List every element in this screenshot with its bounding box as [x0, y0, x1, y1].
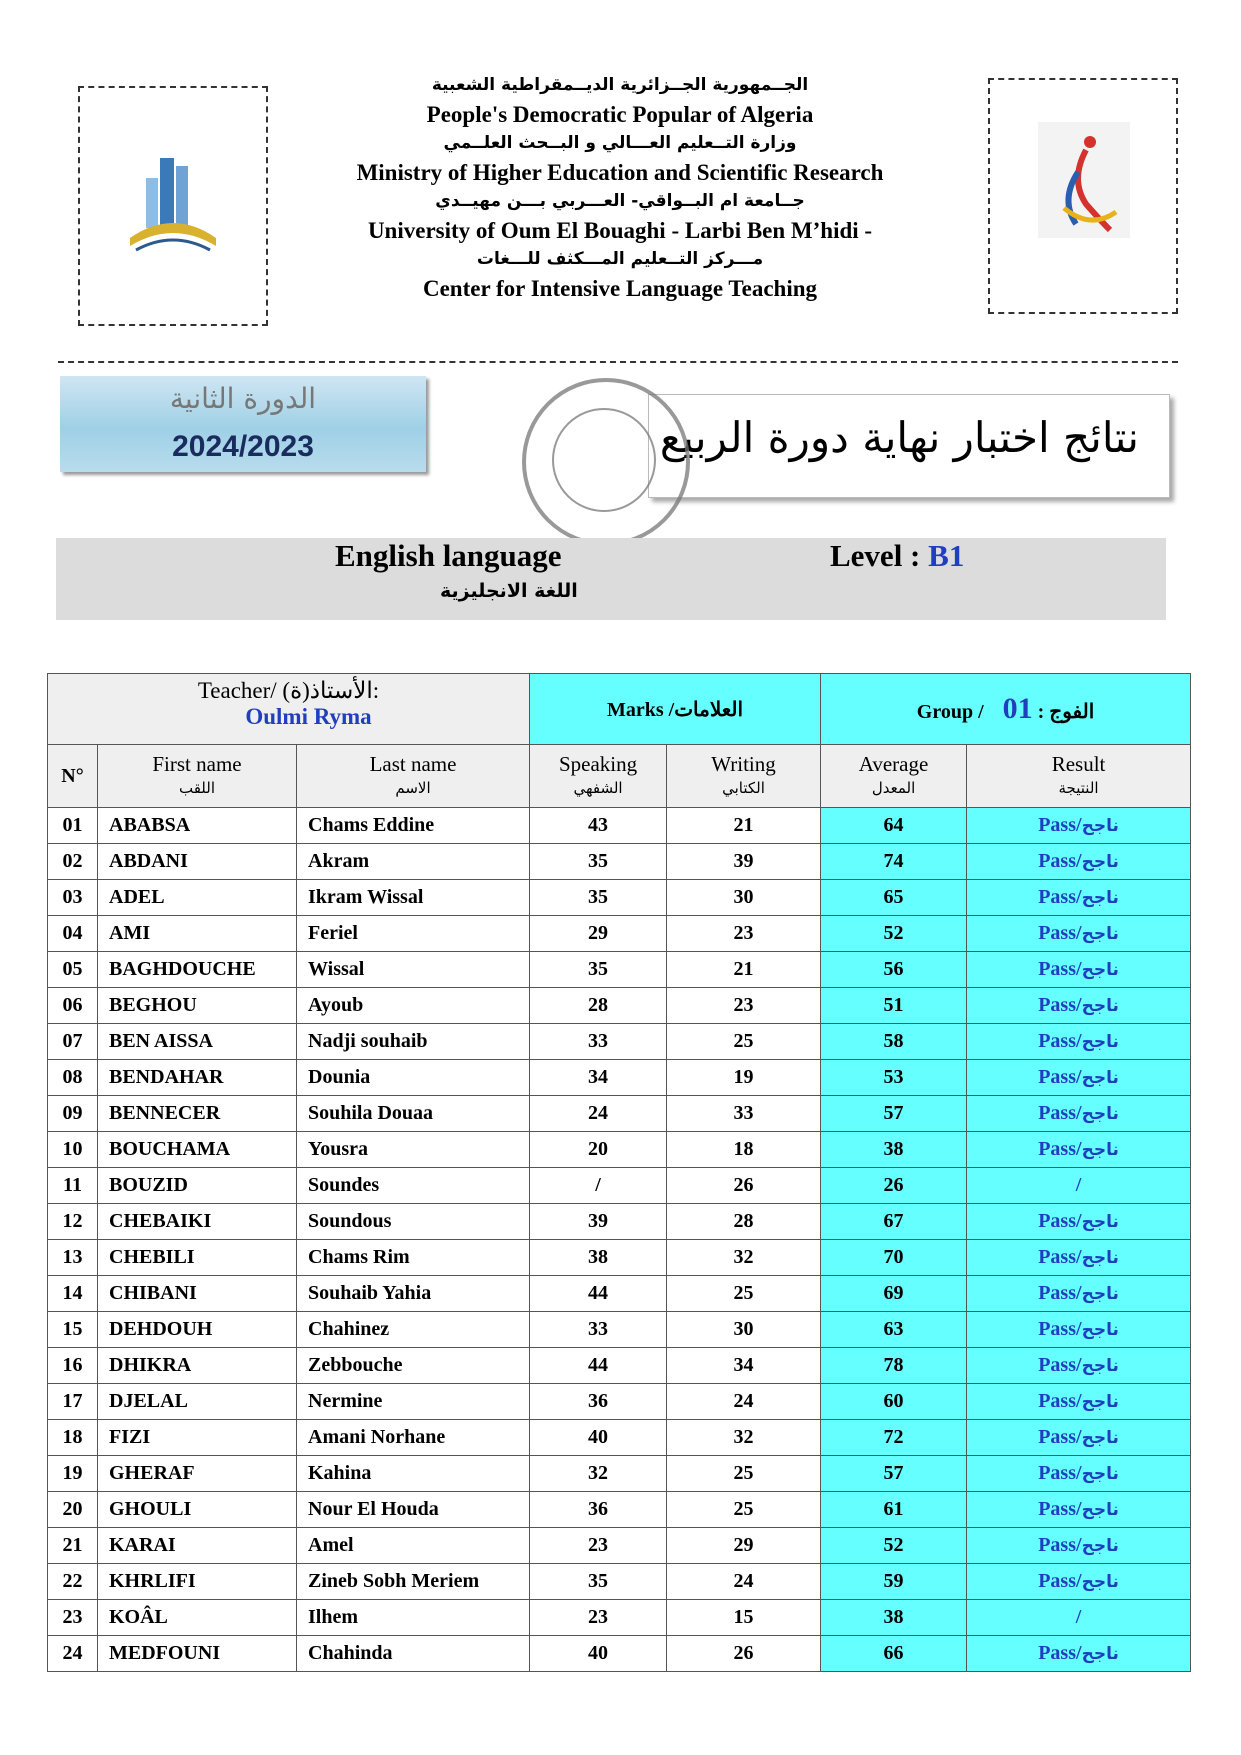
university-ar: جــامعة ام البــواقي- العـــربي بـــن مهيــدي [435, 191, 805, 211]
average-cell: 57 [821, 1096, 967, 1132]
writing-cell: 29 [667, 1528, 821, 1564]
first-name-cell: ABDANI [98, 844, 297, 880]
average-cell: 52 [821, 1528, 967, 1564]
last-name-cell: Akram [297, 844, 530, 880]
speaking-cell: 29 [530, 916, 667, 952]
center-en: Center for Intensive Language Teaching [422, 276, 817, 301]
writing-cell: 26 [667, 1168, 821, 1204]
last-name-cell: Ayoub [297, 988, 530, 1024]
result-en: Pass/ [1038, 850, 1082, 872]
col-writing [667, 745, 821, 808]
col-result-en: Result [1051, 752, 1106, 776]
writing-cell: 25 [667, 1456, 821, 1492]
result-ar: ناجح [1081, 1320, 1119, 1340]
result-en: Pass/ [1038, 1390, 1082, 1412]
row-number: 04 [48, 916, 98, 952]
table-row [48, 1600, 1191, 1636]
center-logo-frame [988, 78, 1178, 314]
col-speaking [530, 745, 667, 808]
result-en: Pass/ [1038, 886, 1082, 908]
result-cell [967, 1564, 1191, 1600]
speaking-cell: 23 [530, 1600, 667, 1636]
result-ar: ناجح [1081, 888, 1119, 908]
row-number: 21 [48, 1528, 98, 1564]
average-cell: 56 [821, 952, 967, 988]
row-number: 03 [48, 880, 98, 916]
results-banner [648, 394, 1170, 498]
language-ar: اللغة الانجليزية [440, 580, 578, 602]
speaking-cell: 23 [530, 1528, 667, 1564]
row-number: 12 [48, 1204, 98, 1240]
speaking-cell: 40 [530, 1420, 667, 1456]
first-name-cell: MEDFOUNI [98, 1636, 297, 1672]
result-ar: ناجح [1081, 1464, 1119, 1484]
result-en: Pass/ [1038, 814, 1082, 836]
first-name-cell: BEGHOU [98, 988, 297, 1024]
writing-cell: 19 [667, 1060, 821, 1096]
table-row [48, 1276, 1191, 1312]
first-name-cell: ABABSA [98, 808, 297, 844]
session-title: الدورة الثانية [169, 382, 317, 415]
result-cell [967, 1384, 1191, 1420]
result-cell [967, 1024, 1191, 1060]
first-name-cell: BENDAHAR [98, 1060, 297, 1096]
result-en: Pass/ [1038, 1138, 1082, 1160]
level-value: B1 [928, 538, 965, 573]
speaking-cell: 35 [530, 844, 667, 880]
result-cell [967, 880, 1191, 916]
first-name-cell: CHEBILI [98, 1240, 297, 1276]
col-writing-en: Writing [711, 752, 776, 776]
results-table [47, 673, 1191, 1672]
result-cell [967, 844, 1191, 880]
result-ar: ناجح [1081, 1536, 1119, 1556]
result-cell [967, 1204, 1191, 1240]
table-row [48, 808, 1191, 844]
row-number: 19 [48, 1456, 98, 1492]
table-row [48, 1168, 1191, 1204]
last-name-cell: Ilhem [297, 1600, 530, 1636]
result-ar: ناجح [1081, 960, 1119, 980]
table-row [48, 1132, 1191, 1168]
result-en: / [1075, 1174, 1082, 1196]
writing-cell: 28 [667, 1204, 821, 1240]
result-en: Pass/ [1038, 1318, 1082, 1340]
average-cell: 69 [821, 1276, 967, 1312]
result-ar: ناجح [1081, 996, 1119, 1016]
table-row [48, 916, 1191, 952]
result-ar: ناجح [1081, 1572, 1119, 1592]
result-ar: ناجح [1081, 1500, 1119, 1520]
col-average-ar: المعدل [871, 779, 916, 797]
speaking-cell: 33 [530, 1312, 667, 1348]
average-cell: 53 [821, 1060, 967, 1096]
university-logo [80, 88, 266, 324]
speaking-cell: 34 [530, 1060, 667, 1096]
writing-cell: 32 [667, 1240, 821, 1276]
last-name-cell: Chahinda [297, 1636, 530, 1672]
result-cell [967, 1348, 1191, 1384]
row-number: 10 [48, 1132, 98, 1168]
center-logo [990, 80, 1176, 312]
table-row [48, 1060, 1191, 1096]
speaking-cell: / [530, 1168, 667, 1204]
writing-cell: 30 [667, 880, 821, 916]
center-ar: مـــركز التــعليم المـــكثف للـــغات [476, 249, 764, 269]
writing-cell: 21 [667, 952, 821, 988]
writing-cell: 25 [667, 1492, 821, 1528]
group-value: 01 [1002, 692, 1033, 725]
result-ar: ناجح [1081, 1392, 1119, 1412]
speaking-cell: 36 [530, 1384, 667, 1420]
speaking-cell: 28 [530, 988, 667, 1024]
result-en: Pass/ [1038, 1534, 1082, 1556]
col-result [967, 745, 1191, 808]
result-ar: ناجح [1081, 816, 1119, 836]
table-row [48, 1528, 1191, 1564]
writing-cell: 18 [667, 1132, 821, 1168]
writing-cell: 25 [667, 1024, 821, 1060]
result-cell [967, 1276, 1191, 1312]
last-name-cell: Nermine [297, 1384, 530, 1420]
last-name-cell: Amani Norhane [297, 1420, 530, 1456]
session-year: 2024/2023 [172, 430, 314, 463]
row-number: 18 [48, 1420, 98, 1456]
speaking-cell: 20 [530, 1132, 667, 1168]
table-row [48, 1384, 1191, 1420]
result-ar: ناجح [1081, 1212, 1119, 1232]
table-row [48, 1420, 1191, 1456]
results-body [48, 808, 1191, 1672]
average-cell: 78 [821, 1348, 967, 1384]
result-cell [967, 1600, 1191, 1636]
col-last-ar: الاسم [395, 779, 431, 797]
first-name-cell: KOÂL [98, 1600, 297, 1636]
writing-cell: 30 [667, 1312, 821, 1348]
row-number: 24 [48, 1636, 98, 1672]
speaking-cell: 33 [530, 1024, 667, 1060]
result-cell [967, 808, 1191, 844]
average-cell: 38 [821, 1132, 967, 1168]
average-cell: 61 [821, 1492, 967, 1528]
table-row [48, 1636, 1191, 1672]
col-average [821, 745, 967, 808]
level [830, 538, 964, 574]
first-name-cell: GHERAF [98, 1456, 297, 1492]
result-cell [967, 1420, 1191, 1456]
last-name-cell: Soundes [297, 1168, 530, 1204]
table-row [48, 844, 1191, 880]
row-number: 20 [48, 1492, 98, 1528]
first-name-cell: CHEBAIKI [98, 1204, 297, 1240]
result-ar: ناجح [1081, 1644, 1119, 1664]
teacher-label: Teacher/ (الأستاذ(ة: [197, 678, 380, 703]
writing-cell: 34 [667, 1348, 821, 1384]
row-number: 05 [48, 952, 98, 988]
result-ar: ناجح [1081, 1284, 1119, 1304]
last-name-cell: Feriel [297, 916, 530, 952]
average-cell: 59 [821, 1564, 967, 1600]
average-cell: 58 [821, 1024, 967, 1060]
average-cell: 52 [821, 916, 967, 952]
result-en: Pass/ [1038, 1354, 1082, 1376]
average-cell: 65 [821, 880, 967, 916]
result-en: Pass/ [1038, 994, 1082, 1016]
average-cell: 72 [821, 1420, 967, 1456]
result-en: Pass/ [1038, 1030, 1082, 1052]
average-cell: 63 [821, 1312, 967, 1348]
last-name-cell: Nadji souhaib [297, 1024, 530, 1060]
speaking-cell: 39 [530, 1204, 667, 1240]
writing-cell: 33 [667, 1096, 821, 1132]
row-number: 15 [48, 1312, 98, 1348]
last-name-cell: Ikram Wissal [297, 880, 530, 916]
official-stamp [522, 378, 690, 546]
table-row [48, 1348, 1191, 1384]
speaking-cell: 24 [530, 1096, 667, 1132]
average-cell: 51 [821, 988, 967, 1024]
row-number: 01 [48, 808, 98, 844]
col-result-ar: النتيجة [1058, 779, 1099, 797]
result-cell [967, 1492, 1191, 1528]
first-name-cell: BOUCHAMA [98, 1132, 297, 1168]
speaking-cell: 43 [530, 808, 667, 844]
result-cell [967, 916, 1191, 952]
result-ar: ناجح [1081, 1032, 1119, 1052]
col-first-name [98, 745, 297, 808]
col-first-en: First name [152, 752, 242, 776]
col-writing-ar: الكتابي [722, 779, 765, 797]
result-en: Pass/ [1038, 1102, 1082, 1124]
table-row [48, 880, 1191, 916]
table-row [48, 1312, 1191, 1348]
first-name-cell: CHIBANI [98, 1276, 297, 1312]
first-name-cell: BENNECER [98, 1096, 297, 1132]
average-cell: 74 [821, 844, 967, 880]
result-cell [967, 988, 1191, 1024]
language-en: English language [335, 538, 562, 573]
writing-cell: 23 [667, 916, 821, 952]
table-row [48, 952, 1191, 988]
row-number: 17 [48, 1384, 98, 1420]
row-number: 09 [48, 1096, 98, 1132]
col-first-ar: اللقب [178, 779, 216, 797]
result-en: Pass/ [1038, 1210, 1082, 1232]
writing-cell: 26 [667, 1636, 821, 1672]
table-row [48, 988, 1191, 1024]
result-cell [967, 1060, 1191, 1096]
language-band [56, 538, 1166, 620]
row-number: 23 [48, 1600, 98, 1636]
table-row [48, 1204, 1191, 1240]
writing-cell: 24 [667, 1384, 821, 1420]
header-divider [58, 361, 1178, 363]
first-name-cell: BAGHDOUCHE [98, 952, 297, 988]
table-row [48, 1564, 1191, 1600]
first-name-cell: FIZI [98, 1420, 297, 1456]
university-logo-frame [78, 86, 268, 326]
speaking-cell: 38 [530, 1240, 667, 1276]
stamp-inner-ring [552, 408, 656, 512]
average-cell: 38 [821, 1600, 967, 1636]
last-name-cell: Chams Rim [297, 1240, 530, 1276]
speaking-cell: 35 [530, 880, 667, 916]
result-cell [967, 1528, 1191, 1564]
first-name-cell: BOUZID [98, 1168, 297, 1204]
last-name-cell: Dounia [297, 1060, 530, 1096]
result-cell [967, 1132, 1191, 1168]
col-last-en: Last name [369, 752, 457, 776]
first-name-cell: DEHDOUH [98, 1312, 297, 1348]
results-title: نتائج اختبار نهاية دورة الربيع [659, 413, 1139, 462]
average-cell: 57 [821, 1456, 967, 1492]
result-en: Pass/ [1038, 1282, 1082, 1304]
table-row [48, 1456, 1191, 1492]
row-number: 13 [48, 1240, 98, 1276]
speaking-cell: 44 [530, 1276, 667, 1312]
speaking-cell: 44 [530, 1348, 667, 1384]
last-name-cell: Nour El Houda [297, 1492, 530, 1528]
speaking-cell: 35 [530, 952, 667, 988]
last-name-cell: Chams Eddine [297, 808, 530, 844]
first-name-cell: DJELAL [98, 1384, 297, 1420]
writing-cell: 24 [667, 1564, 821, 1600]
table-row [48, 1024, 1191, 1060]
result-cell [967, 1240, 1191, 1276]
result-en: Pass/ [1038, 1066, 1082, 1088]
col-speaking-en: Speaking [558, 752, 638, 776]
last-name-cell: Wissal [297, 952, 530, 988]
institution-header [300, 72, 940, 304]
table-row [48, 1096, 1191, 1132]
result-en: Pass/ [1038, 1426, 1082, 1448]
writing-cell: 39 [667, 844, 821, 880]
average-cell: 66 [821, 1636, 967, 1672]
last-name-cell: Amel [297, 1528, 530, 1564]
row-number: 07 [48, 1024, 98, 1060]
average-cell: 64 [821, 808, 967, 844]
table-row [48, 1492, 1191, 1528]
result-cell [967, 1168, 1191, 1204]
result-en: Pass/ [1038, 1462, 1082, 1484]
teacher-name: Oulmi Ryma [245, 704, 372, 729]
result-ar: ناجح [1081, 1428, 1119, 1448]
result-ar: ناجح [1081, 852, 1119, 872]
writing-cell: 15 [667, 1600, 821, 1636]
average-cell: 67 [821, 1204, 967, 1240]
result-cell [967, 1096, 1191, 1132]
writing-cell: 21 [667, 808, 821, 844]
first-name-cell: ADEL [98, 880, 297, 916]
first-name-cell: BEN AISSA [98, 1024, 297, 1060]
row-number: 06 [48, 988, 98, 1024]
result-ar: ناجح [1081, 1356, 1119, 1376]
row-number: 22 [48, 1564, 98, 1600]
last-name-cell: Zineb Sobh Meriem [297, 1564, 530, 1600]
result-ar: ناجح [1081, 1140, 1119, 1160]
writing-cell: 32 [667, 1420, 821, 1456]
ministry-en: Ministry of Higher Education and Scientific Research [356, 160, 884, 185]
row-number: 14 [48, 1276, 98, 1312]
average-cell: 70 [821, 1240, 967, 1276]
first-name-cell: AMI [98, 916, 297, 952]
result-ar: ناجح [1081, 924, 1119, 944]
university-en: University of Oum El Bouaghi - Larbi Ben M’hidi - [367, 218, 873, 243]
result-cell [967, 1636, 1191, 1672]
col-num: N° [48, 745, 98, 808]
result-ar: ناجح [1081, 1068, 1119, 1088]
speaking-cell: 32 [530, 1456, 667, 1492]
last-name-cell: Yousra [297, 1132, 530, 1168]
last-name-cell: Zebbouche [297, 1348, 530, 1384]
first-name-cell: GHOULI [98, 1492, 297, 1528]
writing-cell: 23 [667, 988, 821, 1024]
session-box [60, 376, 426, 472]
row-number: 08 [48, 1060, 98, 1096]
result-ar: ناجح [1081, 1248, 1119, 1268]
group-header [821, 674, 1191, 745]
marks-header: Marks /العلامات [530, 674, 821, 745]
republic-ar: الجــمهورية الجــزائرية الديــمقراطية الشعبية [431, 75, 809, 95]
row-number: 11 [48, 1168, 98, 1204]
speaking-cell: 36 [530, 1492, 667, 1528]
speaking-cell: 40 [530, 1636, 667, 1672]
average-cell: 26 [821, 1168, 967, 1204]
ministry-ar: وزارة التــعليم العـــالي و البــحث العلــمي [443, 133, 797, 153]
group-label: Group / الفوج : [916, 701, 1095, 723]
teacher-cell [48, 674, 530, 745]
speaking-cell: 35 [530, 1564, 667, 1600]
col-last-name [297, 745, 530, 808]
last-name-cell: Souhaib Yahia [297, 1276, 530, 1312]
result-en: Pass/ [1038, 1246, 1082, 1268]
result-en: / [1075, 1606, 1082, 1628]
result-ar: ناجح [1081, 1104, 1119, 1124]
last-name-cell: Chahinez [297, 1312, 530, 1348]
result-en: Pass/ [1038, 958, 1082, 980]
col-speaking-ar: الشفهي [573, 779, 623, 797]
writing-cell: 25 [667, 1276, 821, 1312]
row-number: 16 [48, 1348, 98, 1384]
level-label: Level : [830, 538, 929, 573]
result-en: Pass/ [1038, 1498, 1082, 1520]
last-name-cell: Soundous [297, 1204, 530, 1240]
table-row [48, 1240, 1191, 1276]
first-name-cell: DHIKRA [98, 1348, 297, 1384]
result-cell [967, 1456, 1191, 1492]
average-cell: 60 [821, 1384, 967, 1420]
republic-en: People's Democratic Popular of Algeria [426, 102, 814, 127]
result-cell [967, 1312, 1191, 1348]
last-name-cell: Souhila Douaa [297, 1096, 530, 1132]
col-average-en: Average [858, 752, 929, 776]
last-name-cell: Kahina [297, 1456, 530, 1492]
result-en: Pass/ [1038, 922, 1082, 944]
first-name-cell: KHRLIFI [98, 1564, 297, 1600]
result-en: Pass/ [1038, 1570, 1082, 1592]
result-cell [967, 952, 1191, 988]
first-name-cell: KARAI [98, 1528, 297, 1564]
row-number: 02 [48, 844, 98, 880]
result-en: Pass/ [1038, 1642, 1082, 1664]
